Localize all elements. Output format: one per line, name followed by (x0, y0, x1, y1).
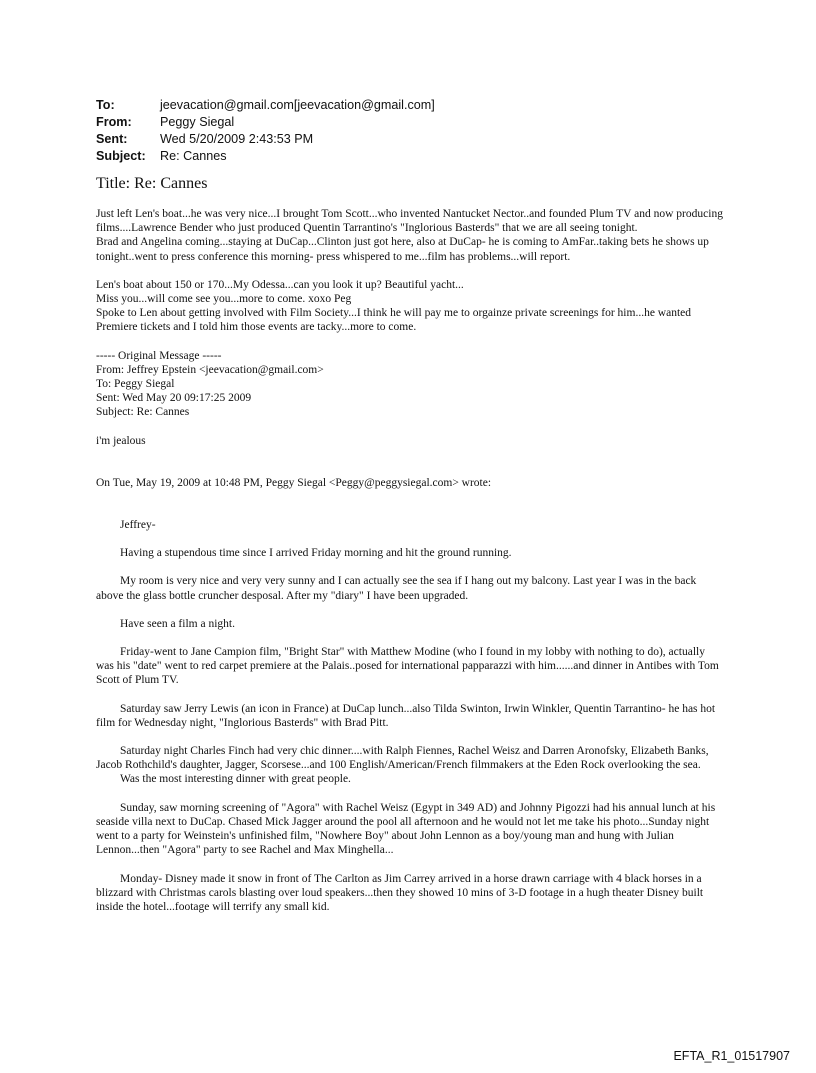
header-from-row (96, 114, 435, 131)
reply-paragraph-4: Miss you...will come see you...more to come. xoxo Peg (96, 293, 352, 306)
quote-paragraph-1: Having a stupendous time since I arrived Friday morning and hit the ground running. (120, 547, 512, 560)
document-title: Title: Re: Cannes (96, 175, 208, 192)
reply-paragraph-2: Brad and Angelina coming...staying at DuCap...Clinton just got here, also at DuCap- he is coming to AmFar..taking bets he shows up tonight..went to press conference this morning- press whispered to me...film has problems...will report. (96, 236, 709, 263)
to-label: To: (96, 98, 115, 112)
quote-paragraph-6: Saturday night Charles Finch had very chic dinner....with Ralph Fiennes, Rachel Weisz and Darren Aronofsky, Elizabeth Banks, Jacob Rothchild's daughter, Jagger, Scorsese...and 100 English/American/French filmmakers at the Eden Rock overlooking the sea. (96, 745, 709, 772)
original-message: i'm jealous (96, 434, 146, 447)
header-subject-row (96, 148, 435, 165)
quote-paragraph-5: Saturday saw Jerry Lewis (an icon in France) at DuCap lunch...also Tilda Swinton, Irwin Winkler, Quentin Tarrantino- he has hot film for Wednesday night, "Inglorious Basterds" with Brad Pitt. (96, 702, 716, 729)
original-to: To: Peggy Siegal (96, 378, 175, 391)
email-header (96, 97, 435, 165)
quote-paragraph-8: Monday- Disney made it snow in front of The Carlton as Jim Carrey arrived in a horse drawn carriage with 4 black horses in a blizzard with Christmas carols blasting over loud speakers...then they showed 10 mins of 3-D footage in a hugh theater Disney built inside the hotel...footage will terrify any small kid. (96, 872, 704, 913)
subject-value: Re: Cannes (160, 149, 227, 163)
quote-paragraph-2: My room is very nice and very very sunny and I can actually see the sea if I hang out my balcony. Last year I was in the back above the glass bottle cruncher desposal. After my "diary" I have been upgraded. (96, 575, 697, 602)
header-sent-row (96, 131, 435, 148)
reply-paragraph-5: Spoke to Len about getting involved with Film Society...I think he will pay me to orgainze private screenings for him...he wanted Premiere tickets and I told him those events are tacky...more to come. (96, 307, 692, 334)
quote-paragraph-6b: Was the most interesting dinner with great people. (120, 773, 351, 786)
sent-label: Sent: (96, 132, 128, 146)
reply-paragraph-1: Just left Len's boat...he was very nice...I brought Tom Scott...who invented Nantucket Nector..and founded Plum TV and now producing films....Lawrence Bender who just produced Quentin Tarrantino's "Inglorious Basterds" that we are all seeing tonight. (96, 208, 723, 235)
sent-value: Wed 5/20/2009 2:43:53 PM (160, 132, 314, 146)
quote-attribution: On Tue, May 19, 2009 at 10:48 PM, Peggy Siegal <Peggy@peggysiegal.com> wrote: (96, 476, 492, 489)
reply-paragraph-3: Len's boat about 150 or 170...My Odessa...can you look it up? Beautiful yacht... (96, 278, 464, 291)
email-body (96, 207, 724, 914)
original-from: From: Jeffrey Epstein <jeevacation@gmail.com> (96, 363, 324, 376)
quote-greeting: Jeffrey- (120, 519, 156, 532)
quote-paragraph-3: Have seen a film a night. (120, 617, 235, 630)
original-subject: Subject: Re: Cannes (96, 406, 190, 419)
original-divider: ----- Original Message ----- (96, 349, 222, 362)
original-sent: Sent: Wed May 20 09:17:25 2009 (96, 392, 252, 405)
header-to-row (96, 97, 435, 114)
from-label: From: (96, 115, 132, 129)
subject-label: Subject: (96, 149, 146, 163)
to-value: jeevacation@gmail.com[jeevacation@gmail.com] (160, 98, 435, 112)
from-value: Peggy Siegal (160, 115, 235, 129)
quote-paragraph-7: Sunday, saw morning screening of "Agora" with Rachel Weisz (Egypt in 349 AD) and Johnny Pigozzi had his annual lunch at his seaside villa next to DuCap. Chased Mick Jagger around the pool all afternoon and he would not let me take his photo...Sunday night went to a party for Weinstein's unfinished film, "Nowhere Boy" about John Lennon as a boy/young man and hung with Julian Lennon...then "Agora" party to see Rachel and Max Minghella... (96, 801, 716, 857)
document-id: EFTA_R1_01517907 (673, 1049, 790, 1063)
quote-paragraph-4: Friday-went to Jane Campion film, "Bright Star" with Matthew Modine (who I found in my lobby with nothing to do), actually was his "date" went to red carpet premiere at the Palais..posed for international papparazzi with him......and dinner in Antibes with Tom Scott of Plum TV. (96, 646, 719, 687)
